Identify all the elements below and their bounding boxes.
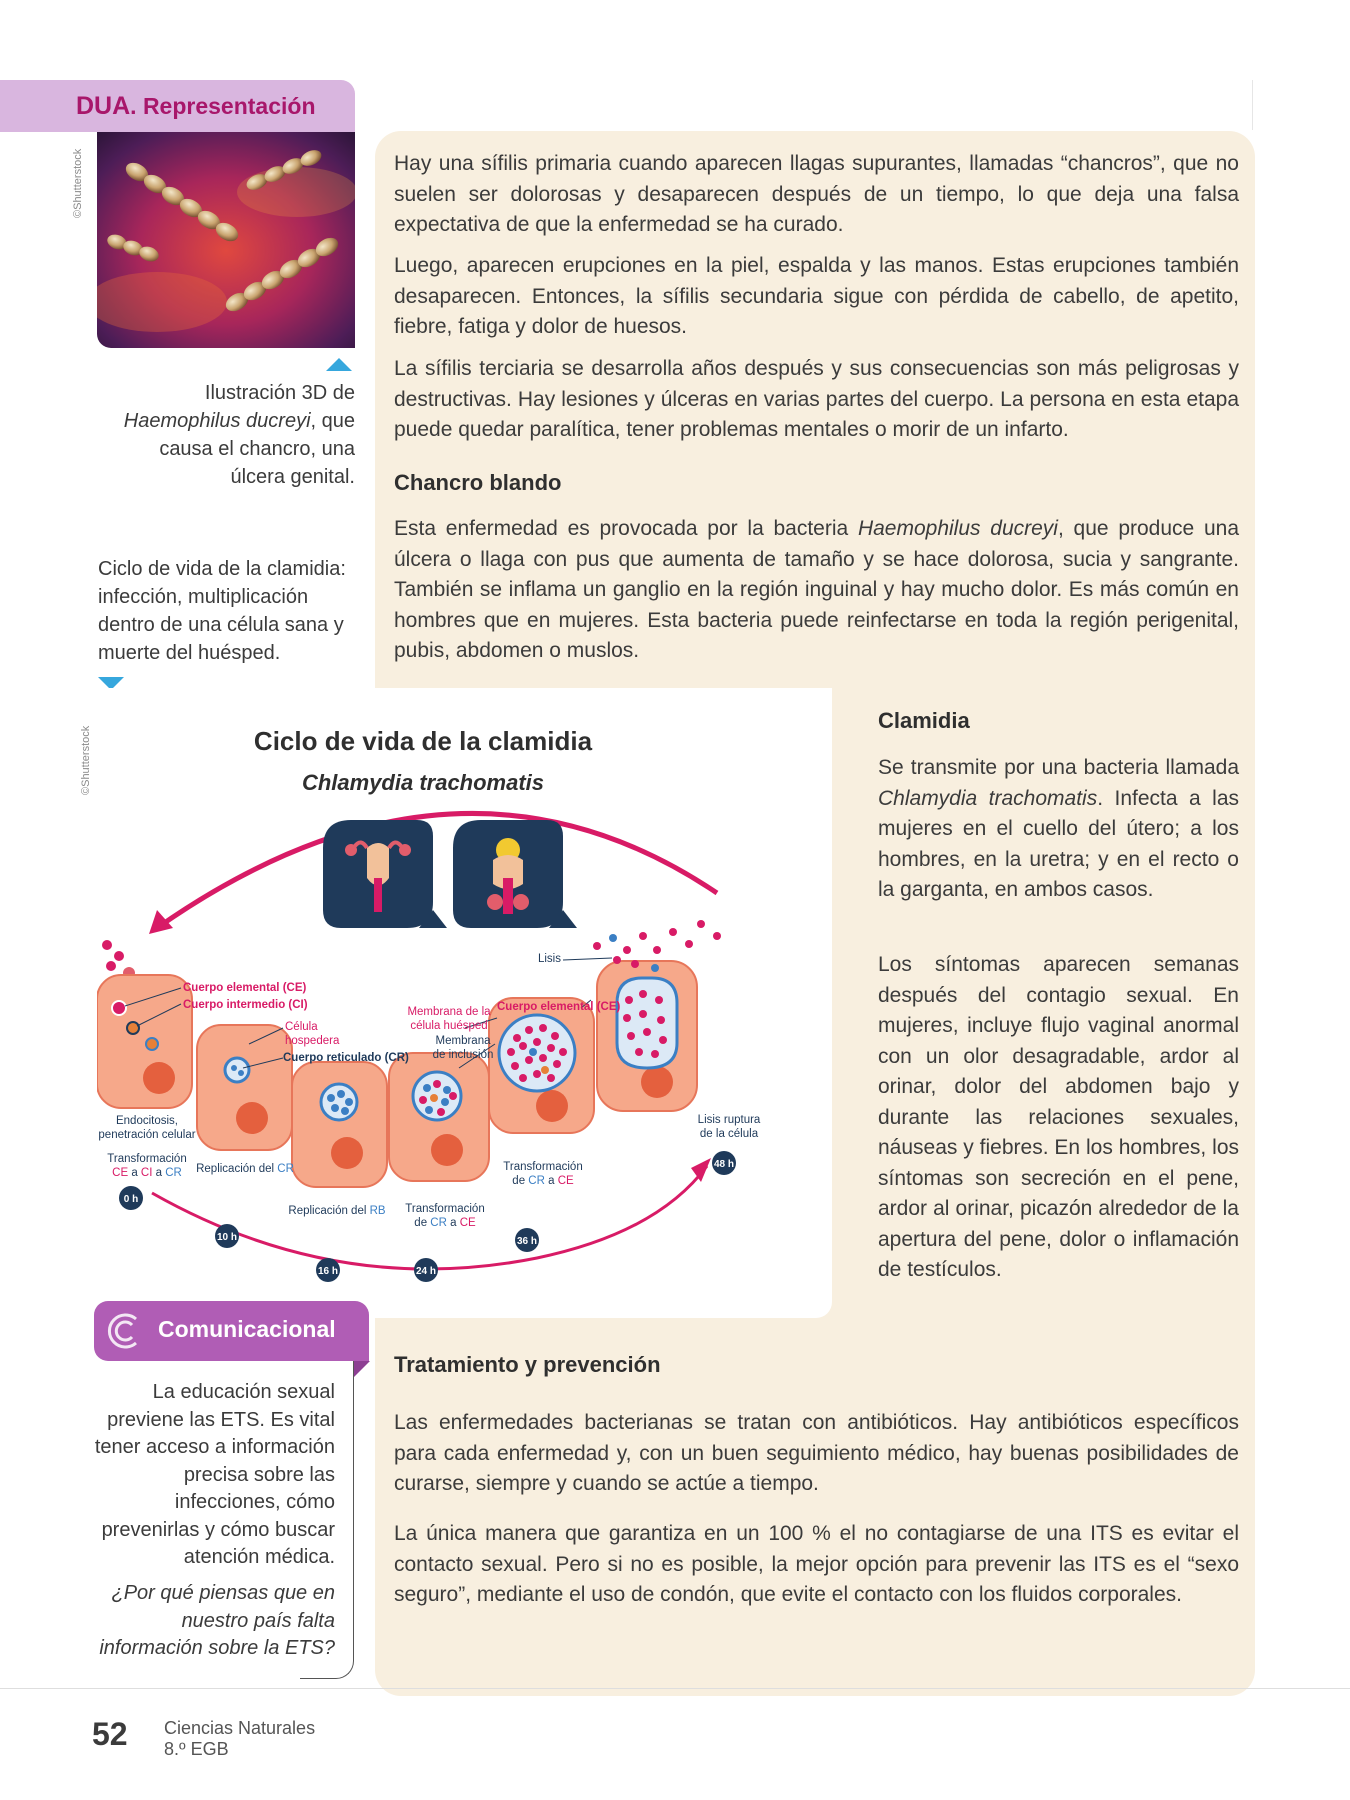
paragraph-tratamiento: Las enfermedades bacterianas se tratan con antibióticos. Hay antibióticos específicos para cada enfermedad y, con un buen seguimiento médico, hay buenas posibilidades de curarse, siempre y cuando se actúe a tiempo.	[394, 1411, 1239, 1495]
label-cuerpo-elemental: Cuerpo elemental (CE)	[183, 982, 307, 994]
dua-header	[0, 80, 355, 132]
book-grade: 8.º EGB	[164, 1739, 229, 1759]
label-endocitosis-1: Endocitosis,	[115, 1115, 179, 1127]
dua-title	[76, 92, 316, 121]
photo-caption-start: Ilustración 3D de	[204, 382, 355, 404]
heading-chancro-blando: Chancro blando	[394, 470, 562, 495]
label-lisis-ruptura-1: Lisis ruptura	[697, 1114, 761, 1126]
page-top-rule	[1252, 80, 1253, 130]
label-celula: Célula	[285, 1021, 318, 1033]
photo-caption-species: Haemophilus ducreyi	[123, 410, 311, 432]
label-replicacion-rb: Replicación del RB	[288, 1205, 386, 1217]
clamidia-text-start: Se transmite por una bacteria llamada	[878, 756, 1239, 779]
chancro-text-end: , que produce una úlcera o llaga con pus que aumenta de tamaño y se hace dolorosa, sucia y sangrante. También se inflama un ganglio en la región inguinal y hay mucho dolor. Es más común en hombres que en mujeres. Esta bacteria puede reinfectarse en toda la región perigenital, pubis, abdomen o muslos.	[394, 517, 1239, 662]
diagram-title: Ciclo de vida de la clamidia	[253, 726, 593, 756]
label-cuerpo-reticulado: Cuerpo reticulado (CR)	[283, 1052, 409, 1064]
clamidia-text-end: . Infecta a las mujeres en el cuello del útero; a los hombres, en la uretra; y en el recto o la garganta, en ambos casos.	[878, 786, 1239, 901]
dua-title-bold: DUA	[76, 92, 131, 120]
label-membrana-inclusion-2: de inclusión	[432, 1049, 494, 1061]
paragraph-chancro	[394, 514, 1239, 667]
time-label-48h: 48 h	[713, 1159, 735, 1170]
comunicacional-question: ¿Por qué piensas que en nuestro país falta información sobre la ETS?	[99, 1582, 335, 1659]
paragraph-clamidia-transmision	[878, 753, 1239, 906]
book-title: Ciencias Naturales	[164, 1718, 316, 1738]
label-transformacion-3b: de CR a CE	[512, 1175, 574, 1187]
cell-inclusion-llena	[489, 998, 594, 1133]
comunicacional-header	[94, 1301, 369, 1361]
heading-clamidia: Clamidia	[878, 708, 970, 733]
photo-caption	[110, 379, 355, 491]
paragraph-sifilis-secundaria: Luego, aparecen erupciones en la piel, espalda y las manos. Estas erupciones también desaparecen. Entonces, la sífilis secundaria sigue con pérdida de cabello, de apetito, fiebre, fatiga y dolor de huesos.	[394, 254, 1239, 338]
label-hospedera: hospedera	[285, 1035, 340, 1047]
bacteria-photo	[97, 132, 355, 348]
label-lisis: Lisis	[537, 953, 561, 965]
label-cuerpo-elemental-2: Cuerpo elemental (CE)	[497, 1001, 621, 1013]
bacteria-illustration	[97, 132, 355, 348]
chlamydia-life-cycle-diagram	[97, 688, 832, 1318]
page-number: 52	[92, 1716, 128, 1752]
label-transformacion-1b: CE a CI a CR	[112, 1167, 182, 1179]
paragraph-clamidia-sintomas: Los síntomas aparecen semanas después del contagio sexual. En mujeres, incluye flujo vaginal anormal con un olor desagradable, ardor al orinar, dolor del abdomen bajo y durante las relaciones sexuales, náuseas y fiebres. En los hombres, los síntomas son secreción en el pene, ardor al orinar, picazón alrededor de la apertura del pene, dolor o inflamación de testículos.	[878, 953, 1239, 1281]
time-label-24h: 24 h	[415, 1266, 437, 1277]
cell-transformacion-cr-ce	[389, 1053, 489, 1181]
heading-tratamiento: Tratamiento y prevención	[394, 1352, 661, 1377]
arrow-up-marker	[326, 358, 352, 371]
photo-credit: ©Shutterstock	[72, 148, 84, 218]
label-lisis-ruptura-2: de la célula	[699, 1128, 759, 1140]
comunicacional-body: La educación sexual previene las ETS. Es vital tener acceso a información precisa sobre las infecciones, cómo prevenirlas y cómo buscar atención médica.	[94, 1381, 335, 1568]
comunicacional-fold	[354, 1361, 370, 1377]
time-label-10h: 10 h	[216, 1232, 238, 1243]
label-replicacion-cr: Replicación del CR	[196, 1163, 294, 1175]
label-endocitosis-2: penetración celular	[98, 1129, 196, 1141]
label-transformacion-2b: de CR a CE	[414, 1217, 476, 1229]
time-label-0h: 0 h	[123, 1194, 139, 1205]
chancro-text-start: Esta enfermedad es provocada por la bacteria	[394, 517, 858, 540]
cell-replicacion-cr	[197, 1025, 292, 1150]
photo-caption-end: , que causa el chancro, una úlcera genital.	[159, 410, 355, 488]
paragraph-sifilis-terciaria: La sífilis terciaria se desarrolla años después y sus consecuencias son más peligrosas y destructivas. Hay lesiones y úlceras en varias partes del cuerpo. La persona en esta etapa puede quedar paralítica, tener problemas mentales o morir de un infarto.	[394, 357, 1239, 441]
clamidia-species: Chlamydia trachomatis	[878, 786, 1098, 810]
paragraph-prevencion: La única manera que garantiza en un 100 % el no contagiarse de una ITS es evitar el contacto sexual. Pero si no es posible, la mejor opción para prevenir las ITS es el “sexo seguro”, mediante el uso de condón, que evite el contacto con los fluidos corporales.	[394, 1522, 1239, 1606]
bottom-arrow-head	[691, 1158, 711, 1182]
comunicacional-title: Comunicacional	[158, 1316, 336, 1342]
life-cycle-svg	[97, 688, 832, 1318]
paragraph-sifilis-primaria: Hay una sífilis primaria cuando aparecen llagas supurantes, llamadas “chancros”, que no suelen ser dolorosas y desaparecen después de un tiempo, lo que deja una falsa expectativa de que la enfermedad se ha curado.	[394, 152, 1239, 236]
time-label-16h: 16 h	[317, 1266, 339, 1277]
label-transformacion-1a: Transformación	[107, 1153, 187, 1165]
label-membrana-celula-1: Membrana de la	[407, 1006, 491, 1018]
cycle-caption: Ciclo de vida de la clamidia: infección, multiplicación dentro de una célula sana y muerte del huésped.	[98, 558, 346, 664]
footer-divider	[0, 1688, 1350, 1689]
diagram-subtitle: Chlamydia trachomatis	[301, 770, 545, 795]
label-membrana-inclusion-1: Membrana	[435, 1035, 491, 1047]
time-label-36h: 36 h	[516, 1236, 538, 1247]
female-reproductive-icon	[323, 820, 447, 928]
dua-title-rest: . Representación	[130, 93, 316, 119]
top-cycle-arrow	[157, 813, 717, 928]
male-reproductive-icon	[453, 820, 577, 928]
label-membrana-celula-2: célula huésped	[410, 1020, 488, 1032]
label-transformacion-3a: Transformación	[503, 1161, 583, 1173]
cell-replicacion-rb	[292, 1062, 387, 1187]
cell-endocitosis	[97, 975, 192, 1108]
chancro-species: Haemophilus ducreyi	[857, 517, 1058, 540]
comunicacional-c-icon	[102, 1309, 146, 1353]
diagram-credit: ©Shutterstock	[80, 725, 92, 795]
cell-lisis	[597, 961, 697, 1111]
label-cuerpo-intermedio: Cuerpo intermedio (CI)	[183, 999, 308, 1011]
label-transformacion-2a: Transformación	[405, 1203, 485, 1215]
